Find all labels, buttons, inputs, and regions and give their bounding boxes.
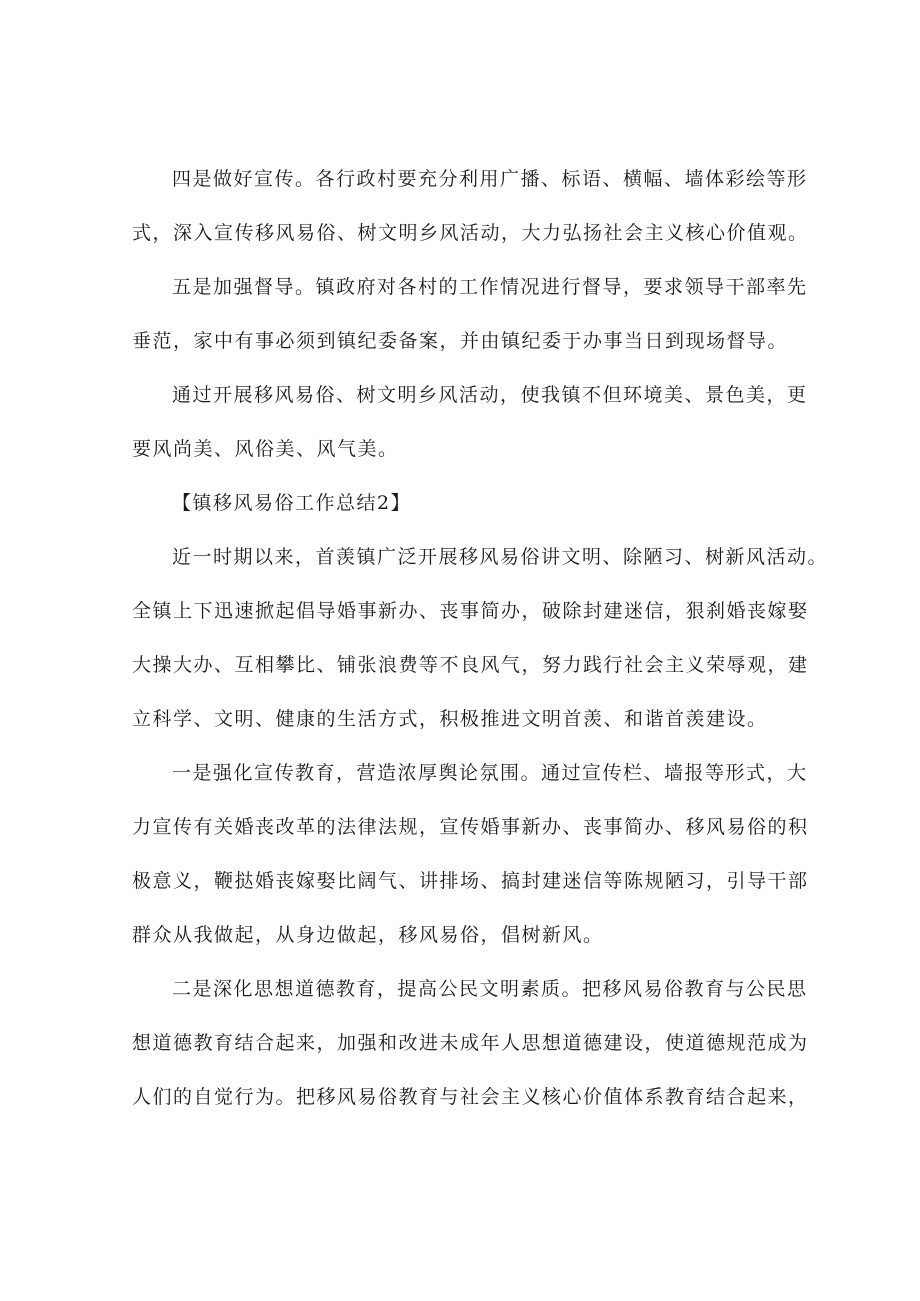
paragraph-conclusion <box>132 368 808 476</box>
paragraph-line: 想道德教育结合起来，加强和改进未成年人思想道德建设，使道德规范成为 <box>132 1032 809 1054</box>
paragraph-line: 极意义，鞭挞婚丧嫁娶比阔气、讲排场、搞封建迷信等陈规陋习，引导干部 <box>132 870 809 892</box>
paragraph-line: 全镇上下迅速掀起倡导婚事新办、丧事简办，破除封建迷信，狠刹婚丧嫁娶 <box>132 600 809 622</box>
paragraph-supervision <box>132 260 808 368</box>
paragraph-line: 四是做好宣传。各行政村要充分利用广播、标语、横幅、墙体彩绘等形 <box>172 168 808 190</box>
paragraph-line: 垂范，家中有事必须到镇纪委备案，并由镇纪委于办事当日到现场督导。 <box>132 330 789 352</box>
paragraph-line: 式，深入宣传移风易俗、树文明乡风活动，大力弘扬社会主义核心价值观。 <box>132 222 809 244</box>
paragraph-line: 人们的自觉行为。把移风易俗教育与社会主义核心价值体系教育结合起来， <box>132 1086 809 1108</box>
paragraph-line: 群众从我做起，从身边做起，移风易俗，倡树新风。 <box>132 924 604 946</box>
paragraph-line: 通过开展移风易俗、树文明乡风活动，使我镇不但环境美、景色美，更 <box>172 384 808 406</box>
paragraph-line: 立科学、文明、健康的生活方式，积极推进文明首羡、和谐首羡建设。 <box>132 708 768 730</box>
paragraph-line: 一是强化宣传教育，营造浓厚舆论氛围。通过宣传栏、墙报等形式，大 <box>172 762 808 784</box>
paragraph-intro <box>132 530 828 746</box>
section-heading <box>132 476 411 530</box>
paragraph-line: 五是加强督导。镇政府对各村的工作情况进行督导，要求领导干部率先 <box>172 276 808 298</box>
paragraph-line: 近一时期以来，首羡镇广泛开展移风易俗讲文明、除陋习、树新风活动。 <box>172 546 829 568</box>
paragraph-line: 力宣传有关婚丧改革的法律法规，宣传婚事新办、丧事简办、移风易俗的积 <box>132 816 809 838</box>
section-heading-text: 【镇移风易俗工作总结2】 <box>172 492 412 514</box>
paragraph-publicity <box>132 152 809 260</box>
paragraph-moral <box>132 962 809 1124</box>
paragraph-line: 要风尚美、风俗美、风气美。 <box>132 438 399 460</box>
paragraph-line: 二是深化思想道德教育，提高公民文明素质。把移风易俗教育与公民思 <box>172 978 808 1000</box>
paragraph-education <box>132 746 809 962</box>
paragraph-line: 大操大办、互相攀比、铺张浪费等不良风气，努力践行社会主义荣辱观，建 <box>132 654 809 676</box>
